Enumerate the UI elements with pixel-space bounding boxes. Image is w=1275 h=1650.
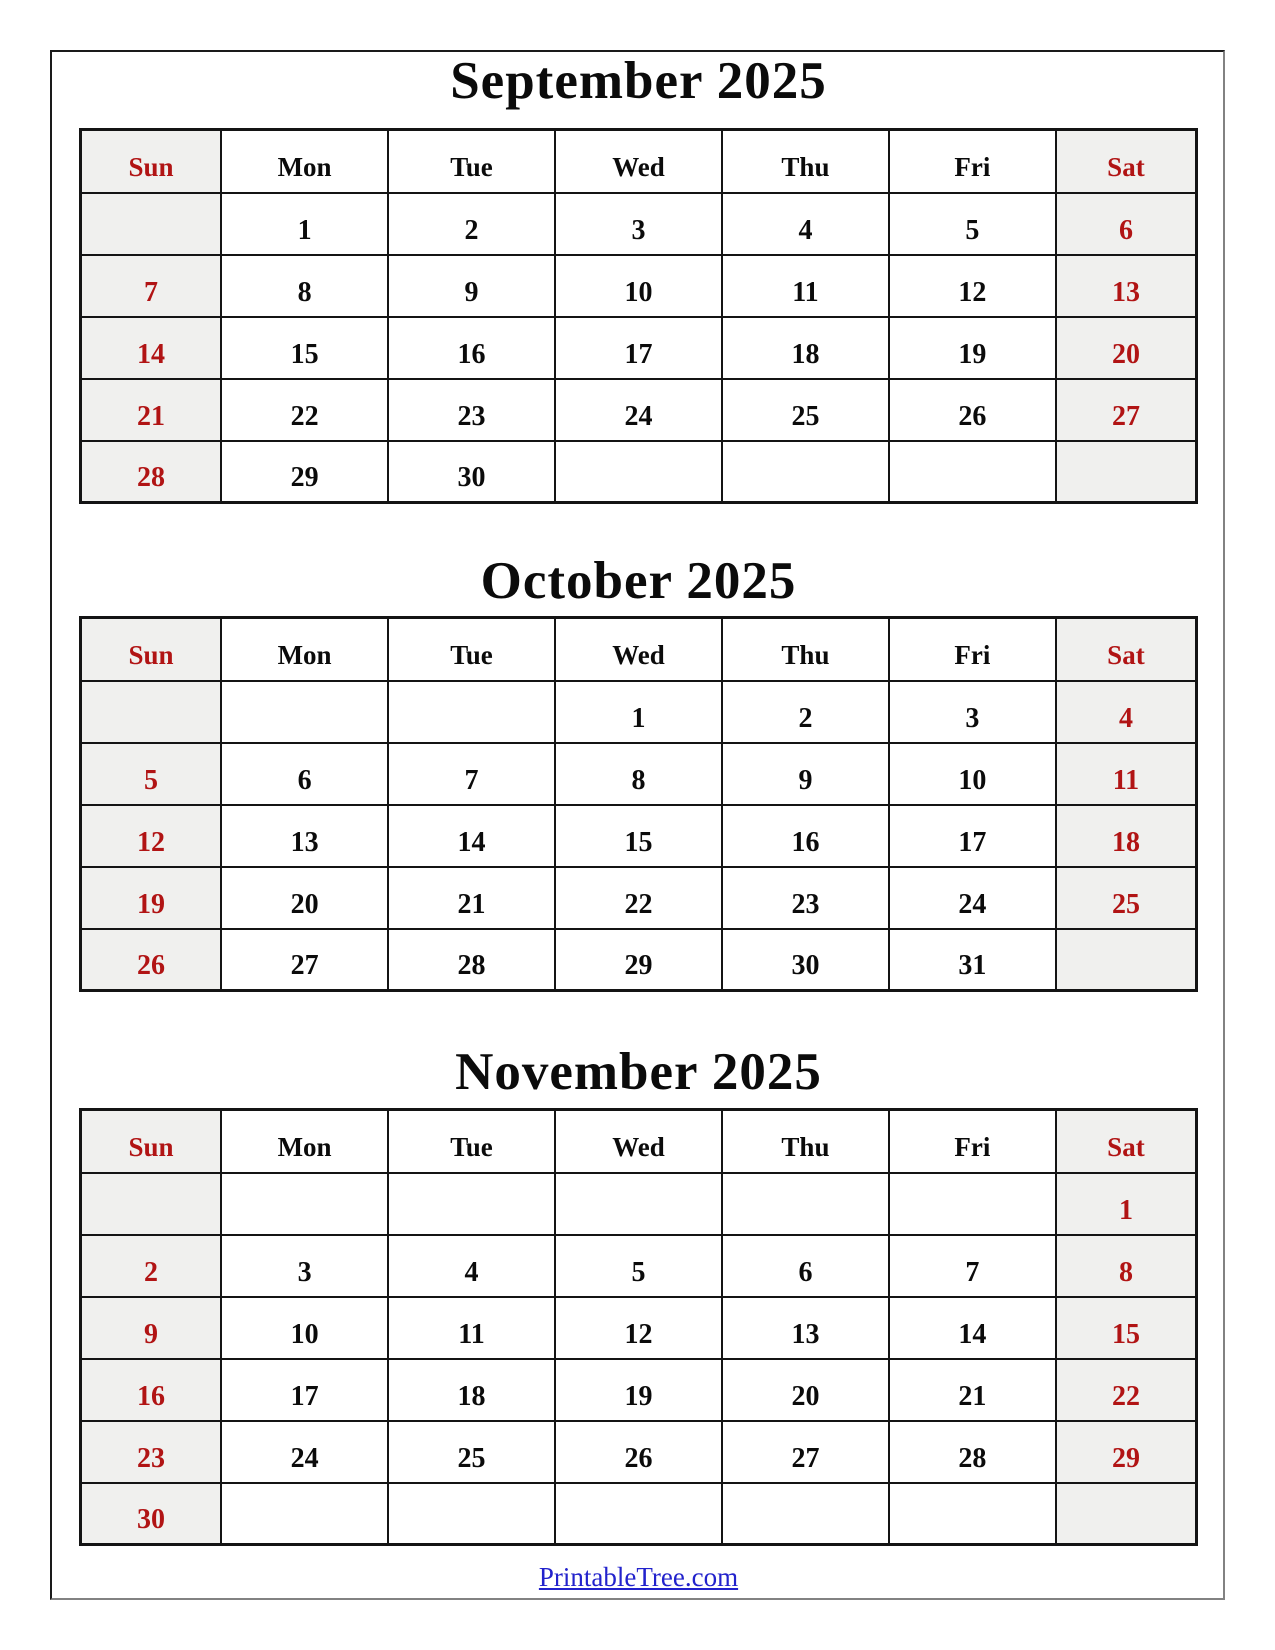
month-calendar-table [79,1108,1198,1546]
month-section [79,552,1198,992]
day-cell-empty [81,1173,222,1235]
day-cell: 23 [388,379,555,441]
day-cell: 17 [555,317,722,379]
day-cell: 7 [889,1235,1056,1297]
day-cell: 11 [388,1297,555,1359]
footer-link[interactable]: PrintableTree.com [538,1562,739,1592]
month-title: November 2025 [455,1043,822,1101]
day-cell-empty [722,441,889,503]
day-cell: 22 [1056,1359,1197,1421]
day-cell: 10 [221,1297,388,1359]
day-cell: 31 [889,929,1056,991]
day-cell: 29 [221,441,388,503]
day-cell: 15 [1056,1297,1197,1359]
day-cell: 20 [1056,317,1197,379]
day-cell-empty [1056,441,1197,503]
day-cell: 28 [388,929,555,991]
week-row [81,805,1197,867]
day-cell: 10 [889,743,1056,805]
week-row [81,317,1197,379]
day-cell-empty [889,1483,1056,1545]
day-cell: 24 [555,379,722,441]
weekday-header-row [81,1110,1197,1173]
day-cell-empty [555,441,722,503]
weekday-header: Thu [722,618,889,681]
weekday-header: Sat [1056,1110,1197,1173]
weekday-header-row [81,618,1197,681]
day-cell: 16 [81,1359,222,1421]
day-cell: 24 [221,1421,388,1483]
weekday-header: Sat [1056,618,1197,681]
day-cell: 15 [555,805,722,867]
week-row [81,929,1197,991]
weekday-header: Wed [555,1110,722,1173]
day-cell: 2 [388,193,555,255]
day-cell: 18 [722,317,889,379]
day-cell: 12 [81,805,222,867]
day-cell: 7 [388,743,555,805]
week-row [81,1297,1197,1359]
day-cell-empty [1056,1483,1197,1545]
day-cell: 9 [722,743,889,805]
day-cell: 29 [555,929,722,991]
day-cell: 4 [388,1235,555,1297]
day-cell-empty [81,681,222,743]
day-cell: 14 [889,1297,1056,1359]
day-cell: 23 [722,867,889,929]
day-cell: 8 [1056,1235,1197,1297]
weekday-header: Wed [555,618,722,681]
day-cell: 27 [1056,379,1197,441]
day-cell: 21 [889,1359,1056,1421]
weekday-header-row [81,130,1197,193]
weekday-header: Thu [722,130,889,193]
month-calendar-table [79,616,1198,992]
day-cell: 9 [81,1297,222,1359]
day-cell: 1 [555,681,722,743]
day-cell-empty [889,1173,1056,1235]
footer [79,1562,1198,1593]
weekday-header: Fri [889,1110,1056,1173]
day-cell-empty [555,1173,722,1235]
day-cell: 10 [555,255,722,317]
day-cell: 2 [81,1235,222,1297]
day-cell: 27 [221,929,388,991]
weekday-header: Sun [81,130,222,193]
month-title: October 2025 [480,552,797,610]
month-section [79,1043,1198,1546]
week-row [81,1173,1197,1235]
day-cell: 12 [555,1297,722,1359]
day-cell: 14 [81,317,222,379]
day-cell: 26 [81,929,222,991]
week-row [81,1235,1197,1297]
week-row [81,681,1197,743]
week-row [81,193,1197,255]
day-cell: 24 [889,867,1056,929]
day-cell-empty [722,1483,889,1545]
weekday-header: Thu [722,1110,889,1173]
day-cell: 13 [1056,255,1197,317]
day-cell: 2 [722,681,889,743]
weekday-header: Mon [221,1110,388,1173]
month-calendar-table [79,128,1198,504]
day-cell: 30 [81,1483,222,1545]
day-cell: 20 [722,1359,889,1421]
day-cell-empty [221,681,388,743]
day-cell: 19 [555,1359,722,1421]
weekday-header: Tue [388,618,555,681]
day-cell-empty [81,193,222,255]
day-cell: 28 [81,441,222,503]
day-cell: 30 [722,929,889,991]
day-cell: 7 [81,255,222,317]
day-cell: 17 [889,805,1056,867]
day-cell: 9 [388,255,555,317]
day-cell-empty [722,1173,889,1235]
week-row [81,1421,1197,1483]
day-cell: 26 [889,379,1056,441]
weekday-header: Sun [81,618,222,681]
day-cell: 28 [889,1421,1056,1483]
week-row [81,743,1197,805]
week-row [81,1483,1197,1545]
month-section [79,52,1198,504]
day-cell: 5 [889,193,1056,255]
week-row [81,867,1197,929]
weekday-header: Sat [1056,130,1197,193]
day-cell: 4 [722,193,889,255]
weekday-header: Mon [221,618,388,681]
day-cell-empty [388,1483,555,1545]
calendar-page [50,50,1225,1600]
week-row [81,1359,1197,1421]
day-cell: 11 [722,255,889,317]
day-cell: 23 [81,1421,222,1483]
day-cell: 1 [1056,1173,1197,1235]
weekday-header: Tue [388,130,555,193]
day-cell: 6 [722,1235,889,1297]
day-cell: 27 [722,1421,889,1483]
day-cell: 21 [388,867,555,929]
day-cell-empty [555,1483,722,1545]
day-cell: 29 [1056,1421,1197,1483]
day-cell: 1 [221,193,388,255]
week-row [81,379,1197,441]
day-cell: 13 [722,1297,889,1359]
day-cell: 19 [889,317,1056,379]
day-cell: 8 [221,255,388,317]
day-cell: 22 [555,867,722,929]
day-cell: 12 [889,255,1056,317]
weekday-header: Mon [221,130,388,193]
week-row [81,255,1197,317]
day-cell: 6 [1056,193,1197,255]
day-cell: 15 [221,317,388,379]
day-cell: 14 [388,805,555,867]
calendar-content [79,52,1198,1593]
day-cell-empty [388,1173,555,1235]
day-cell: 17 [221,1359,388,1421]
day-cell: 21 [81,379,222,441]
months-root [79,52,1198,1546]
day-cell: 25 [722,379,889,441]
day-cell: 16 [388,317,555,379]
day-cell-empty [1056,929,1197,991]
weekday-header: Fri [889,130,1056,193]
day-cell: 18 [388,1359,555,1421]
weekday-header: Wed [555,130,722,193]
day-cell: 25 [388,1421,555,1483]
day-cell: 5 [555,1235,722,1297]
weekday-header: Tue [388,1110,555,1173]
day-cell: 3 [889,681,1056,743]
day-cell: 6 [221,743,388,805]
day-cell: 18 [1056,805,1197,867]
month-title: September 2025 [450,52,827,110]
day-cell: 3 [555,193,722,255]
day-cell: 20 [221,867,388,929]
day-cell-empty [889,441,1056,503]
weekday-header: Fri [889,618,1056,681]
day-cell: 22 [221,379,388,441]
day-cell-empty [221,1483,388,1545]
day-cell: 30 [388,441,555,503]
day-cell: 8 [555,743,722,805]
day-cell: 26 [555,1421,722,1483]
day-cell-empty [388,681,555,743]
day-cell-empty [221,1173,388,1235]
weekday-header: Sun [81,1110,222,1173]
day-cell: 16 [722,805,889,867]
day-cell: 4 [1056,681,1197,743]
day-cell: 19 [81,867,222,929]
week-row [81,441,1197,503]
day-cell: 11 [1056,743,1197,805]
day-cell: 25 [1056,867,1197,929]
day-cell: 3 [221,1235,388,1297]
day-cell: 13 [221,805,388,867]
day-cell: 5 [81,743,222,805]
